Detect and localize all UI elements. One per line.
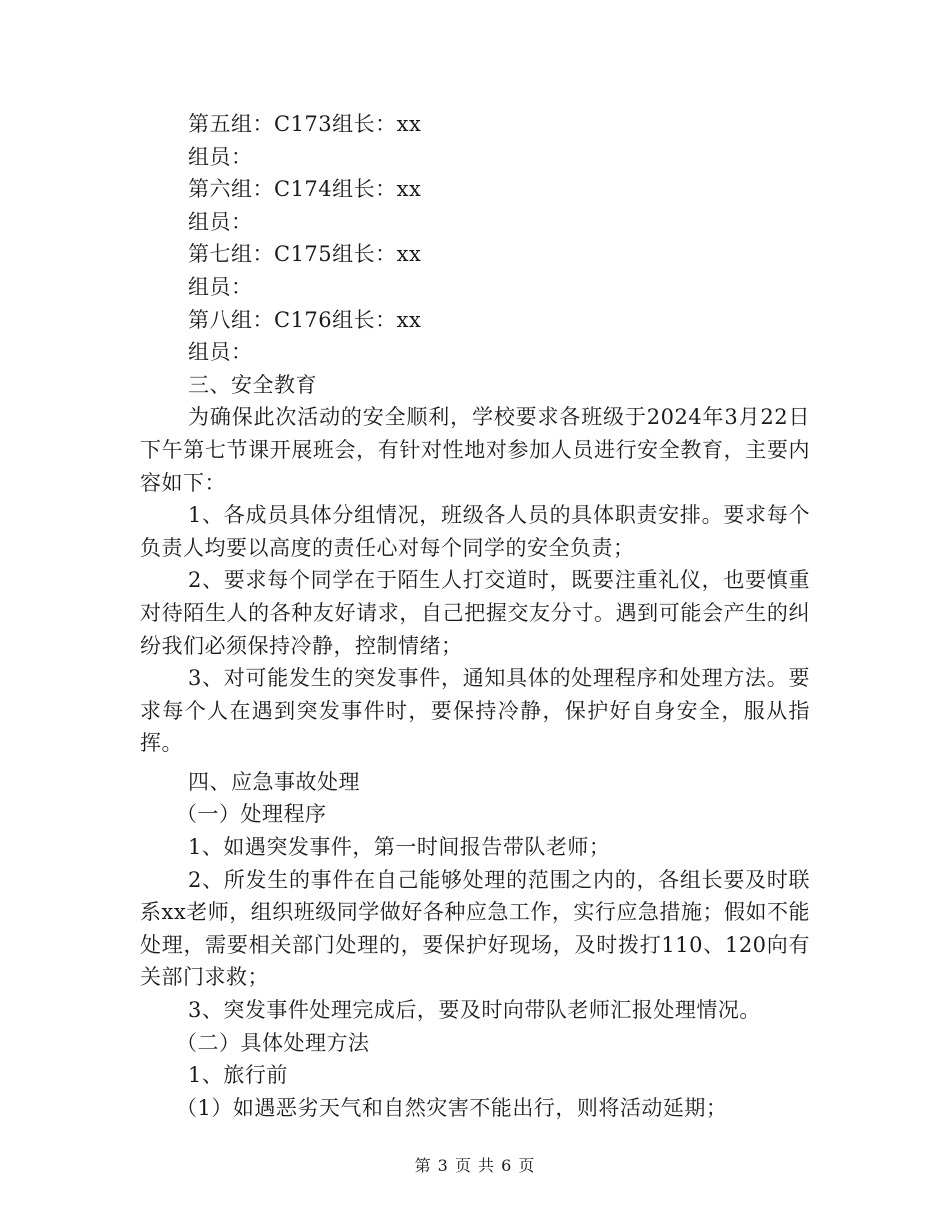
section-3-item-2: 2、要求每个同学在于陌生人打交道时，既要注重礼仪，也要慎重对待陌生人的各种友好请求，自己把握交友分寸。遇到可能会产生的纠纷我们必须保持冷静，控制情绪； xyxy=(140,568,810,658)
group-5-leader: 第五组：C173组长：xx xyxy=(188,112,422,136)
section-3-item-1: 1、各成员具体分组情况，班级各人员的具体职责安排。要求每个负责人均要以高度的责任心对每个同学的安全负责； xyxy=(140,503,810,560)
group-7-members: 组员： xyxy=(188,274,253,299)
section-4-heading: 四、应急事故处理 xyxy=(188,769,360,794)
section-3-heading: 三、安全教育 xyxy=(188,372,317,397)
section-3-intro: 为确保此次活动的安全顺利，学校要求各班级于2024年3月22日下午第七节课开展班会，有针对性地对参加人员进行安全教育，主要内容如下： xyxy=(140,405,810,495)
section-3-item-3: 3、对可能发生的突发事件，通知具体的处理程序和处理方法。要求每个人在遇到突发事件时，要保持冷静，保护好自身安全，服从指挥。 xyxy=(140,666,810,756)
group-5-members: 组员： xyxy=(188,144,253,169)
section-4-sub-2-item-1-title: 1、旅行前 xyxy=(188,1063,288,1088)
section-4-sub-1-item-1: 1、如遇突发事件，第一时间报告带队老师； xyxy=(188,835,611,860)
group-7-leader: 第七组：C175组长：xx xyxy=(188,242,422,267)
section-4-sub-2-heading: （二）具体处理方法 xyxy=(176,1030,370,1055)
group-8-members: 组员： xyxy=(188,340,253,365)
page-content xyxy=(140,108,810,1124)
group-8-leader: 第八组：C176组长：xx xyxy=(188,307,422,332)
section-4-sub-1-item-2: 2、所发生的事件在自己能够处理的范围之内的，各组长要及时联系xx老师，组织班级同学做好各种应急工作，实行应急措施；假如不能处理，需要相关部门处理的，要保护好现场，及时拨打110、120向有关部门求救； xyxy=(140,867,810,990)
section-4-sub-1-item-3: 3、突发事件处理完成后，要及时向带队老师汇报处理情况。 xyxy=(188,998,761,1023)
group-6-leader: 第六组：C174组长：xx xyxy=(188,177,422,202)
group-6-members: 组员： xyxy=(188,209,253,234)
section-4-sub-2-item-1-point: （1）如遇恶劣天气和自然灾害不能出行，则将活动延期； xyxy=(176,1095,728,1120)
section-4-sub-1-heading: （一）处理程序 xyxy=(176,802,327,827)
page-footer: 第 3 页 共 6 页 xyxy=(414,1156,536,1175)
